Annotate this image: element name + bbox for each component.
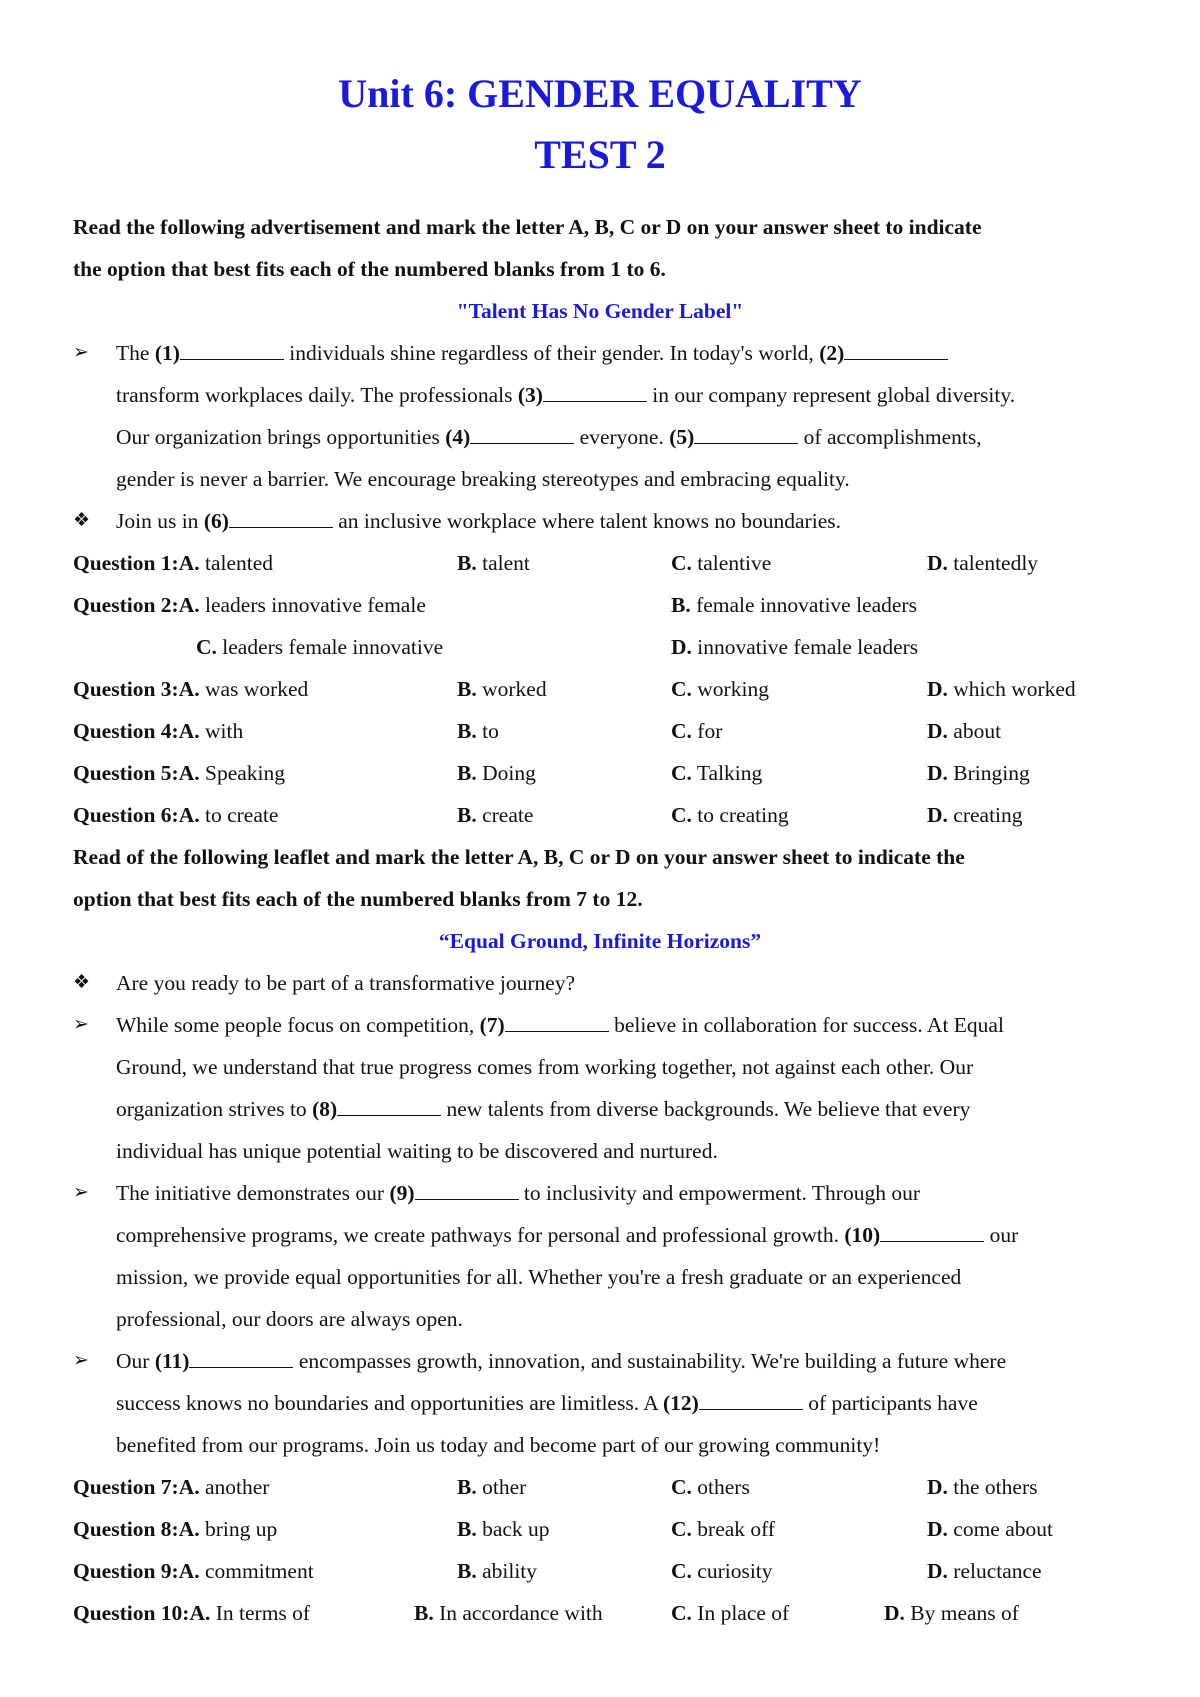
ad-paragraph1-line1: The (1) individuals shine regardless of their gender. In today's world, (2): [116, 338, 948, 368]
blank-11: (11): [155, 1349, 294, 1373]
question-4: Question 4:A. with: [73, 719, 244, 743]
section1-instruction-line1: Read the following advertisement and mark the letter A, B, C or D on your answer sheet to indicate: [73, 215, 982, 239]
leaflet-paragraph3-line1: Our (11) encompasses growth, innovation, and sustainability. We're building a future where: [116, 1349, 1007, 1373]
question-4-option-c: C. for: [671, 719, 723, 743]
blank-12: (12): [663, 1391, 803, 1415]
question-6-option-b: B. create: [457, 803, 534, 827]
question-7-option-b: B. other: [457, 1475, 527, 1499]
question-10-option-d: D. By means of: [884, 1601, 1019, 1625]
ad-paragraph1-line4: gender is never a barrier. We encourage breaking stereotypes and embracing equality.: [116, 467, 850, 491]
ad-paragraph2-line1: Join us in (6) an inclusive workplace where talent knows no boundaries.: [116, 509, 841, 533]
question-3-option-d: D. which worked: [927, 677, 1076, 701]
blank-7: (7): [480, 1013, 609, 1037]
question-3: Question 3:A. was worked: [73, 677, 309, 701]
question-9-option-d: D. reluctance: [927, 1559, 1042, 1583]
question-2: Question 2:A. leaders innovative female: [73, 593, 426, 617]
question-10-option-b: B. In accordance with: [414, 1601, 603, 1625]
question-1-option-d: D. talentedly: [927, 551, 1039, 575]
blank-5: (5): [669, 425, 798, 449]
arrow-bullet-icon: ➢: [73, 1350, 89, 1371]
section2-heading: “Equal Ground, Infinite Horizons”: [438, 929, 762, 953]
blank-9: (9): [389, 1181, 518, 1205]
question-8: Question 8:A. bring up: [73, 1517, 278, 1541]
question-2-option-c: C. leaders female innovative: [196, 635, 444, 659]
question-8-option-c: C. break off: [671, 1517, 776, 1541]
leaflet-paragraph2-line4: professional, our doors are always open.: [116, 1307, 463, 1331]
question-7-option-d: D. the others: [927, 1475, 1038, 1499]
leaflet-paragraph1-line1: While some people focus on competition, (7) believe in collaboration for success. At Equal: [116, 1013, 1004, 1037]
leaflet-paragraph3-line3: benefited from our programs. Join us today and become part of our growing community!: [116, 1433, 881, 1457]
blank-3: (3): [518, 383, 647, 407]
question-7-option-c: C. others: [671, 1475, 750, 1499]
section1-instruction-line2: the option that best fits each of the numbered blanks from 1 to 6.: [73, 257, 666, 281]
blank-6: (6): [204, 509, 333, 533]
section2-instruction-line1: Read of the following leaflet and mark the letter A, B, C or D on your answer sheet to indicate the: [73, 845, 965, 869]
leaflet-paragraph2-line2: comprehensive programs, we create pathways for personal and professional growth. (10) our: [116, 1223, 1019, 1247]
blank-1: (1): [155, 341, 284, 365]
diamond-bullet-icon: ❖: [73, 972, 91, 993]
diamond-bullet-icon: ❖: [73, 510, 91, 531]
test-title: TEST 2: [534, 132, 666, 177]
question-2-option-b: B. female innovative leaders: [671, 593, 917, 617]
question-7: Question 7:A. another: [73, 1475, 270, 1499]
section2-instruction-line2: option that best fits each of the numbered blanks from 7 to 12.: [73, 887, 643, 911]
leaflet-paragraph3-line2: success knows no boundaries and opportunities are limitless. A (12) of participants have: [116, 1391, 978, 1415]
question-5-option-c: C. Talking: [671, 761, 763, 785]
leaflet-paragraph1-line3: organization strives to (8) new talents from diverse backgrounds. We believe that every: [116, 1097, 971, 1121]
question-6-option-c: C. to creating: [671, 803, 789, 827]
question-1-option-c: C. talentive: [671, 551, 772, 575]
question-6: Question 6:A. to create: [73, 803, 279, 827]
question-5-option-b: B. Doing: [457, 761, 536, 785]
blank-10: (10): [844, 1223, 984, 1247]
question-3-option-c: C. working: [671, 677, 769, 701]
question-8-option-d: D. come about: [927, 1517, 1053, 1541]
unit-title: Unit 6: GENDER EQUALITY: [338, 71, 862, 116]
leaflet-paragraph2-line3: mission, we provide equal opportunities for all. Whether you're a fresh graduate or an experienced: [116, 1265, 962, 1289]
leaflet-paragraph1-line4: individual has unique potential waiting to be discovered and nurtured.: [116, 1139, 718, 1163]
question-1-option-b: B. talent: [457, 551, 530, 575]
question-5-option-d: D. Bringing: [927, 761, 1030, 785]
arrow-bullet-icon: ➢: [73, 1182, 89, 1203]
question-9-option-b: B. ability: [457, 1559, 538, 1583]
question-9-option-c: C. curiosity: [671, 1559, 773, 1583]
blank-2: (2): [819, 341, 948, 365]
question-5: Question 5:A. Speaking: [73, 761, 286, 785]
question-4-option-d: D. about: [927, 719, 1002, 743]
question-9: Question 9:A. commitment: [73, 1559, 314, 1583]
question-3-option-b: B. worked: [457, 677, 547, 701]
question-10-option-c: C. In place of: [671, 1601, 790, 1625]
section1-heading: "Talent Has No Gender Label": [456, 299, 744, 323]
leaflet-paragraph2-line1: The initiative demonstrates our (9) to inclusivity and empowerment. Through our: [116, 1181, 920, 1205]
leaflet-question-line: Are you ready to be part of a transformative journey?: [116, 971, 576, 995]
question-8-option-b: B. back up: [457, 1517, 550, 1541]
blank-8: (8): [312, 1097, 441, 1121]
ad-paragraph1-line2: transform workplaces daily. The professionals (3) in our company represent global diversity.: [116, 383, 1016, 407]
ad-paragraph1-line3: Our organization brings opportunities (4) everyone. (5) of accomplishments,: [116, 425, 982, 449]
leaflet-paragraph1-line2: Ground, we understand that true progress comes from working together, not against each other. Our: [116, 1055, 974, 1079]
question-1: Question 1:A. talented: [73, 551, 274, 575]
question-10: Question 10:A. In terms of: [73, 1601, 311, 1625]
blank-4: (4): [445, 425, 574, 449]
question-6-option-d: D. creating: [927, 803, 1023, 827]
arrow-bullet-icon: ➢: [73, 1014, 89, 1035]
question-4-option-b: B. to: [457, 719, 499, 743]
question-2-option-d: D. innovative female leaders: [671, 635, 919, 659]
arrow-bullet-icon: ➢: [73, 342, 89, 363]
